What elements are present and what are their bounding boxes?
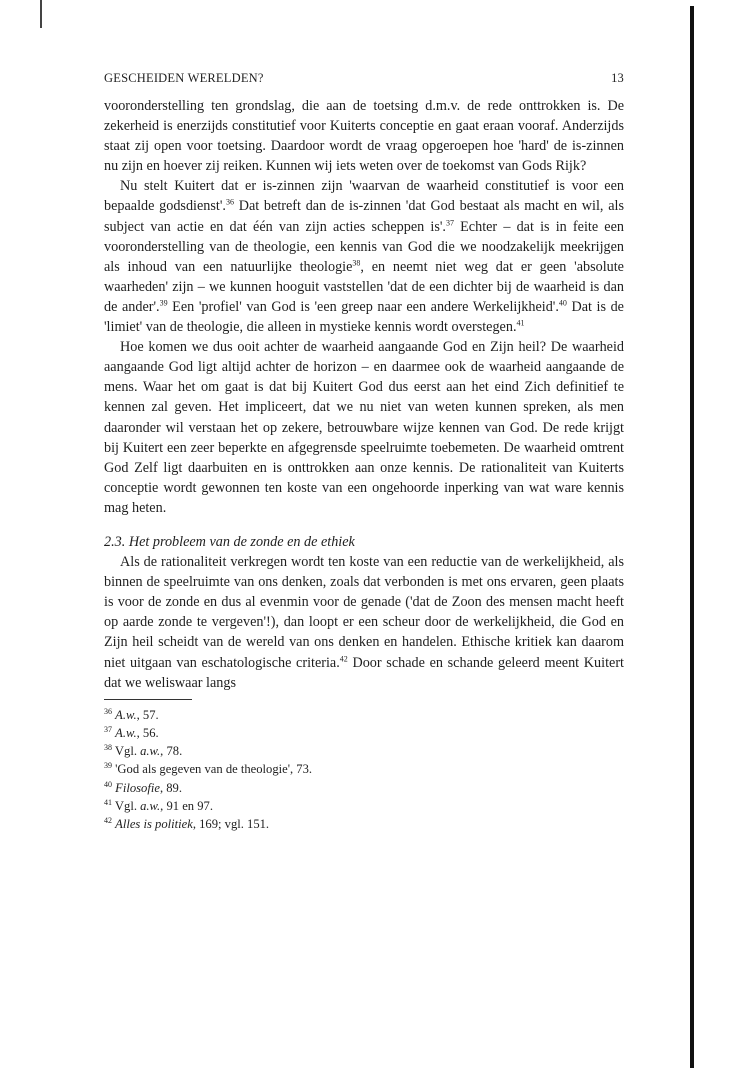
footnote xyxy=(104,742,624,760)
running-head-title: GESCHEIDEN WERELDEN? xyxy=(104,71,264,85)
footnote xyxy=(104,779,624,797)
paragraph xyxy=(104,96,624,176)
text-run: Hoe komen we dus ooit achter de waarheid aangaande God en Zijn heil? De waarheid aangaande God ligt altijd achter de horizon – en daarmee ook de waarheid aangaande de mens. Waar het om gaat is dat bij Kuitert God dus eerst aan het eind Zich definitief te kennen zal geven. Het impliceert, dat we nu niet van weten kunnen spreken, als men daaronder wil verstaan het op zekere, betrouwbare wijze kennen van God. De rede krijgt bij Kuitert een zeer beperkte en afgegrensde speelruimte toebemeten. De waarheid omtrent God Zelf ligt daarbuiten en is onttrokken aan onze kennis. De rationaliteit van Kuiterts conceptie wordt gewonnen ten koste van een ongehoorde inperking van wat ware kennis mag heten. xyxy=(104,339,624,516)
footnote-number: 37 xyxy=(104,724,112,734)
footnote xyxy=(104,724,624,742)
text-run: Vgl. xyxy=(114,798,141,813)
italic-text: Filosofie xyxy=(115,780,160,795)
footnote xyxy=(104,760,624,778)
italic-text: a.w. xyxy=(140,798,161,813)
footnote-ref: 42 xyxy=(339,653,348,663)
book-page xyxy=(104,68,624,833)
footnote-number: 42 xyxy=(104,815,112,825)
italic-text: a.w. xyxy=(140,744,161,759)
footnote-list xyxy=(104,706,624,833)
text-run: , 78. xyxy=(160,744,183,759)
text-run: Door schade en schande geleerd meent Kuitert dat we weliswaar langs xyxy=(104,654,624,691)
paragraph xyxy=(104,552,624,693)
text-run: Dat is de 'limiet' van de theologie, die alleen in mystieke kennis wordt overstegen. xyxy=(104,298,624,336)
text-run: , 89. xyxy=(159,780,182,795)
text-run: Echter – dat is in feite een vooronderstelling van de theologie, een kennis van God die we noodzakelijk meekrijgen als inhoud van een natuurlijke theologie xyxy=(104,218,624,275)
footnote-ref: 39 xyxy=(159,298,168,308)
text-run: , 91 en 97. xyxy=(160,798,213,813)
italic-text: A.w. xyxy=(115,707,137,722)
section-paragraph-list xyxy=(104,552,624,693)
footnote xyxy=(104,797,624,815)
text-run: Een 'profiel' van God is 'een greep naar een andere Werkelijkheid'. xyxy=(167,298,559,315)
text-run: 'God als gegeven van de theologie', 73. xyxy=(115,762,313,777)
footnote-ref: 41 xyxy=(516,318,525,328)
footnote-ref: 37 xyxy=(445,217,454,227)
footnote-ref: 38 xyxy=(352,258,361,268)
paragraph-list xyxy=(104,96,624,518)
footnote-ref: 40 xyxy=(558,298,567,308)
section-heading: 2.3. Het probleem van de zonde en de ethiek xyxy=(104,533,355,550)
text-run: Vgl. xyxy=(114,744,141,759)
page-number: 13 xyxy=(611,71,624,85)
text-run: , 56. xyxy=(136,725,159,740)
text-run: Als de rationaliteit verkregen wordt ten koste van een reductie van de werkelijkheid, als binnen de speelruimte van ons denken, zoals dat verbonden is met ons ervaren, geen plaats is voor de zonde en dus al evenmin voor de genade ('dat de Zoon des mensen macht heeft op aarde zonde te vergeven'!), dan loopt er een scheur door de werkelijkheid, die God en Zijn heil scheidt van de wereld van ons denken en handelen. Ethische kritiek kan daarom niet uitgaan van eschatologische criteria. xyxy=(104,554,624,671)
text-run: , 57. xyxy=(136,707,159,722)
footnote xyxy=(104,706,624,724)
text-run: vooronderstelling ten grondslag, die aan de toetsing d.m.v. de rede onttrokken is. De zekerheid is enerzijds constitutief voor Kuiterts conceptie en gaat eraan vooraf. Anderzijds staat zij open voor toetsing. Daardoor wordt de vraag opgeroepen hoe 'hard' de is-zinnen nu zijn en hoever zij reiken. Kunnen wij iets weten over de toekomst van Gods Rijk? xyxy=(104,98,624,175)
text-run: Dat betreft dan de is-zinnen 'dat God bestaat als macht en wil, als subject van actie en dat één van zijn acties scheppen is'. xyxy=(104,198,624,235)
paragraph xyxy=(104,337,624,518)
footnote-number: 36 xyxy=(104,706,112,716)
paragraph xyxy=(104,176,624,337)
text-run: , en neemt niet weg dat er geen 'absolute waarheden' zijn – we kunnen hooguit vaststellen 'dat de een dichter bij de waarheid is dan de ander'. xyxy=(104,258,624,315)
footnote-number: 39 xyxy=(104,761,112,771)
text-run: Nu stelt Kuitert dat er is-zinnen zijn 'waarvan de waarheid constitutief is voor een bepaalde godsdienst'. xyxy=(104,178,624,215)
italic-text: Alles is politiek xyxy=(115,816,193,831)
scan-edge-right xyxy=(690,6,694,1068)
footnote-rule xyxy=(104,699,192,700)
body-text xyxy=(104,96,624,693)
text-run: , 169; vgl. 151. xyxy=(192,816,270,831)
scan-edge-left xyxy=(40,0,42,28)
footnote xyxy=(104,815,624,833)
running-head xyxy=(104,68,624,88)
footnote-number: 38 xyxy=(104,742,112,752)
footnote-ref: 36 xyxy=(225,197,234,207)
footnote-number: 40 xyxy=(104,779,112,789)
italic-text: A.w. xyxy=(115,725,137,740)
footnote-number: 41 xyxy=(104,797,112,807)
